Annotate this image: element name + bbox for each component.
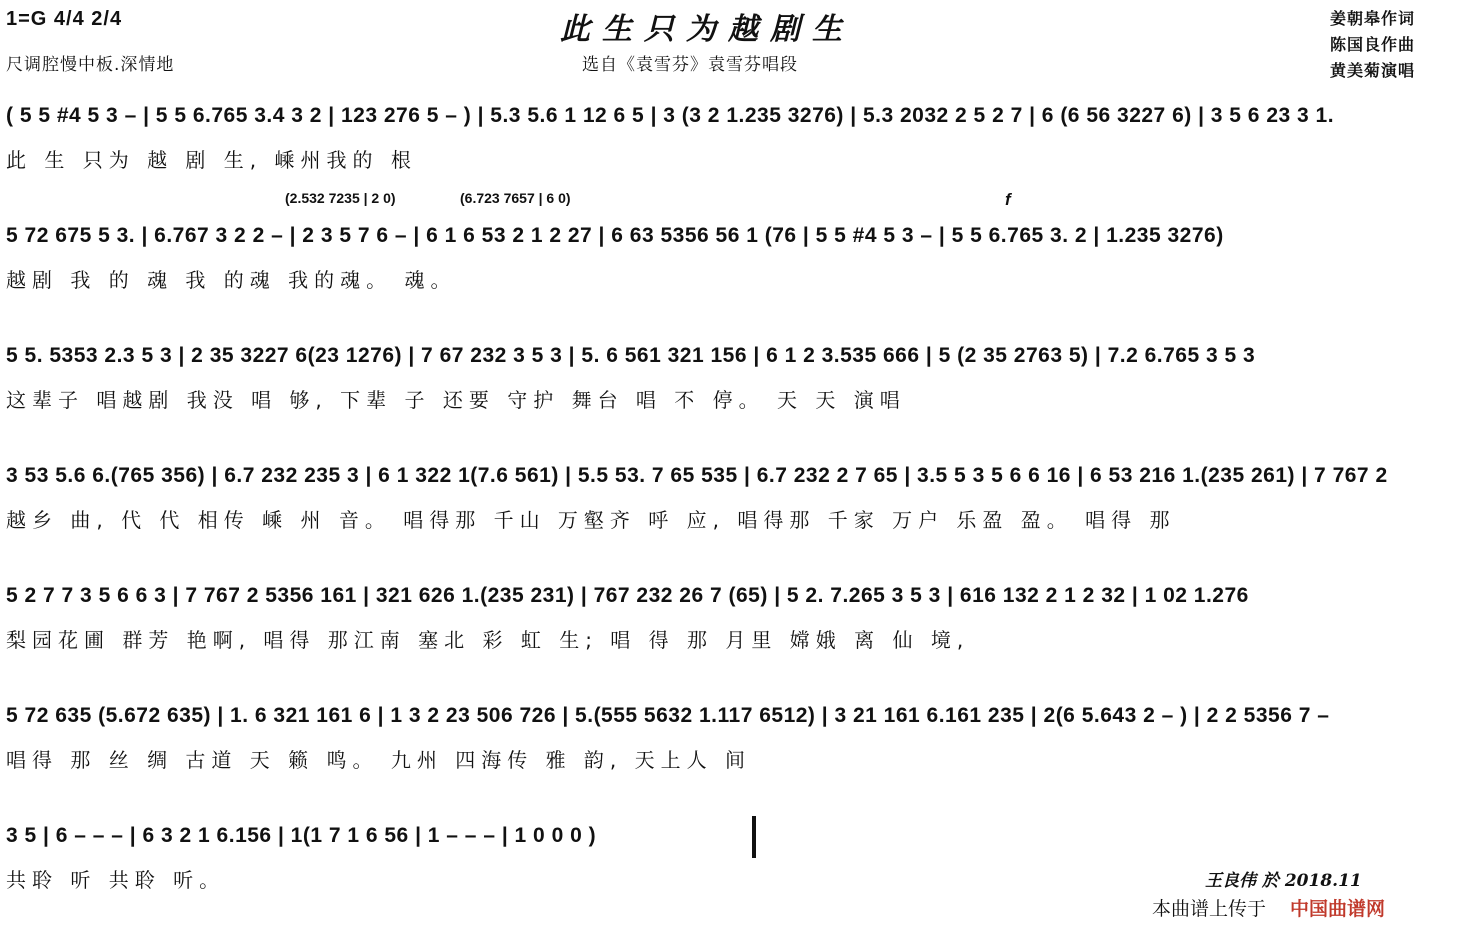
composer-credit: 陈国良作曲 xyxy=(1330,35,1416,54)
lyrics-line: 越乡 曲, 代 代 相传 嵊 州 音。 唱得那 千山 万壑齐 呼 应, 唱得那 千家 万户 乐盈 盈。 唱得 那 xyxy=(6,508,1176,532)
score-row-1 xyxy=(0,104,1470,224)
upload-note: 本曲谱上传于 xyxy=(1152,898,1267,920)
arranger-signature: 王良伟 於 2018.11 xyxy=(1205,871,1362,891)
notation-line: 3 53 5.6 6.(765 356) | 6.7 232 235 3 | 6 1 322 1(7.6 561) | 5.5 53. 7 65 535 | 6.7 232 2 7 65 | 3.5 5 3 5 6 6 16 | 6 53 216 1.(235 261) | 7 767 2 xyxy=(6,464,1388,487)
score-row-4 xyxy=(0,464,1470,584)
score-row-3 xyxy=(0,344,1470,464)
notation-line: 3 5 | 6 – – – | 6 3 2 1 6.156 | 1(1 7 1 6 56 | 1 – – – | 1 0 0 0 ) xyxy=(6,824,597,847)
page-subtitle: 选自《袁雪芬》袁雪芬唱段 xyxy=(582,55,798,75)
score-row-5 xyxy=(0,584,1470,704)
alt-phrase-2: (6.723 7657 | 6 0) xyxy=(460,190,571,206)
lyrics-line: 共聆 听 共聆 听。 xyxy=(6,868,226,892)
singer-credit: 黄美菊演唱 xyxy=(1330,61,1416,80)
notation-line: ( 5 5 #4 5 3 – | 5 5 6.765 3.4 3 2 | 123 276 5 – ) | 5.3 5.6 1 12 6 5 | 3 (3 2 1.235 3276) | 5.3 2032 2 5 2 7 | 6 (6 56 3227 6) | 3 5 6 23 3 1. xyxy=(6,104,1335,127)
key-signature: 1=G 4/4 2/4 xyxy=(6,8,123,30)
tempo-marking: 尺调腔慢中板.深情地 xyxy=(6,55,175,75)
lyrics-line: 梨园花圃 群芳 艳啊, 唱得 那江南 塞北 彩 虹 生; 唱 得 那 月里 嫦娥 离 仙 境, xyxy=(6,628,970,652)
score-row-6 xyxy=(0,704,1470,824)
notation-line: 5 72 675 5 3. | 6.767 3 2 2 – | 2 3 5 7 6 – | 6 1 6 53 2 1 2 27 | 6 63 5356 56 1 (76 | 5 5 #4 5 3 – | 5 5 6.765 3. 2 | 1.235 3276) xyxy=(6,224,1224,247)
lyricist-credit: 姜朝皋作词 xyxy=(1330,9,1416,28)
lyrics-line: 唱得 那 丝 绸 古道 天 籁 鸣。 九州 四海传 雅 韵, 天上人 间 xyxy=(6,748,752,772)
notation-line: 5 72 635 (5.672 635) | 1. 6 321 161 6 | 1 3 2 23 506 726 | 5.(555 5632 1.117 6512) | 3 21 161 6.161 235 | 2(6 5.643 2 – ) | 2 2 5356 7 – xyxy=(6,704,1330,727)
alt-phrase-1: (2.532 7235 | 2 0) xyxy=(285,190,396,206)
site-logo: 中国曲谱网 xyxy=(1290,899,1386,920)
lyrics-line: 这辈子 唱越剧 我没 唱 够, 下辈 子 还要 守护 舞台 唱 不 停。 天 天 演唱 xyxy=(6,388,906,412)
lyrics-line: 此 生 只为 越 剧 生, 嵊州我的 根 xyxy=(6,148,417,172)
score-row-2 xyxy=(0,190,1470,344)
dynamic-forte: f xyxy=(1005,190,1011,209)
notation-line: 5 5. 5353 2.3 5 3 | 2 35 3227 6(23 1276) | 7 67 232 3 5 3 | 5. 6 561 321 156 | 6 1 2 3.535 666 | 5 (2 35 2763 5) | 7.2 6.765 3 5 3 xyxy=(6,344,1256,367)
lyrics-line: 越剧 我 的 魂 我 的魂 我的魂。 魂。 xyxy=(6,268,457,292)
final-barline xyxy=(752,816,756,858)
page-title: 此生只为越剧生 xyxy=(560,12,854,47)
notation-line: 5 2 7 7 3 5 6 6 3 | 7 767 2 5356 161 | 321 626 1.(235 231) | 767 232 26 7 (65) | 5 2. 7.265 3 5 3 | 616 132 2 1 2 32 | 1 02 1.276 xyxy=(6,584,1249,607)
